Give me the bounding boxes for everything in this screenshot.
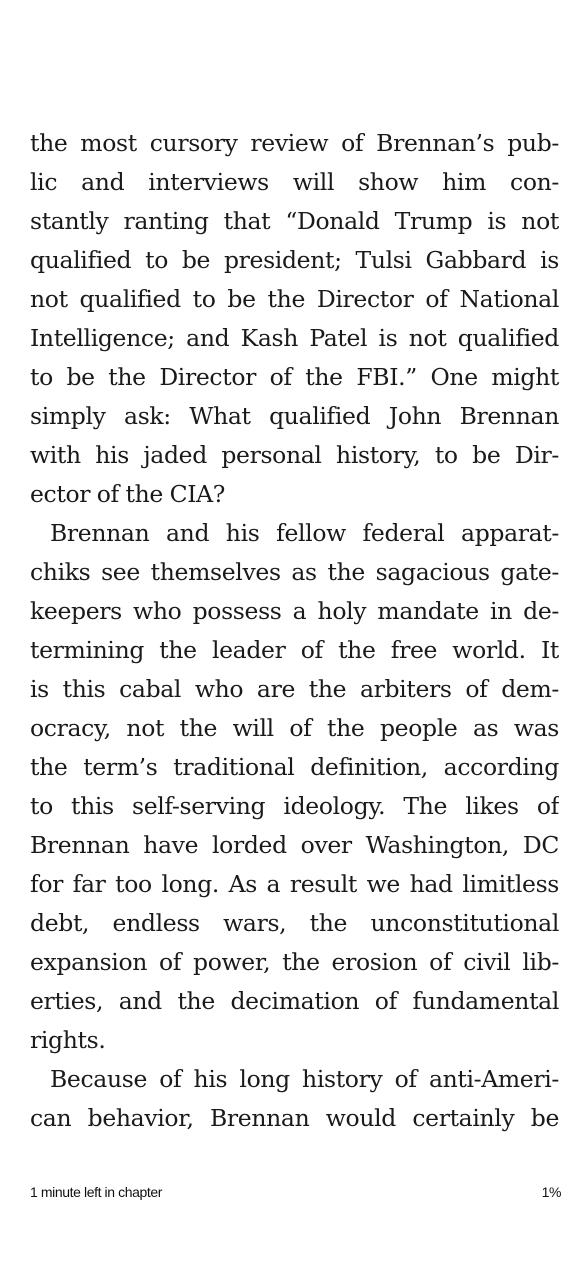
reading-progress-percent: 1%: [541, 1184, 561, 1200]
text-line: Intelligence; and Kash Patel is not qualified: [30, 324, 559, 352]
text-line: lic and interviews will show him con-: [30, 168, 559, 196]
text-line: ocracy, not the will of the people as was: [30, 714, 559, 742]
text-line: for far too long. As a result we had limitless: [30, 870, 559, 898]
text-line: keepers who possess a holy mandate in de-: [30, 597, 559, 625]
text-line: qualified to be president; Tulsi Gabbard is: [30, 246, 559, 274]
text-line: debt, endless wars, the unconstitutional: [30, 909, 559, 937]
text-line: is this cabal who are the arbiters of dem-: [30, 675, 559, 703]
text-line: simply ask: What qualified John Brennan: [30, 402, 559, 430]
text-line: not qualified to be the Director of National: [30, 285, 559, 313]
text-line: stantly ranting that “Donald Trump is not: [30, 207, 559, 235]
reader-footer: [30, 1184, 561, 1202]
text-line: termining the leader of the free world. It: [30, 636, 559, 664]
text-line: the term’s traditional definition, according: [30, 753, 559, 781]
text-line: Brennan and his fellow federal apparat-: [50, 519, 559, 547]
reading-page[interactable]: [30, 124, 559, 1144]
text-line: can behavior, Brennan would certainly be: [30, 1104, 559, 1132]
text-line: Because of his long history of anti-Ameri-: [50, 1065, 559, 1093]
text-line: Brennan have lorded over Washington, DC: [30, 831, 559, 859]
text-line: to this self-serving ideology. The likes of: [30, 792, 559, 820]
text-line: expansion of power, the erosion of civil lib-: [30, 948, 559, 976]
time-left-in-chapter: 1 minute left in chapter: [30, 1184, 163, 1200]
text-line: rights.: [30, 1026, 106, 1054]
text-line: with his jaded personal history, to be Dir-: [30, 441, 559, 469]
text-line: chiks see themselves as the sagacious gate-: [30, 558, 559, 586]
text-line: the most cursory review of Brennan’s pub-: [30, 129, 559, 157]
text-line: erties, and the decimation of fundamental: [30, 987, 559, 1015]
text-line: ector of the CIA?: [30, 480, 226, 508]
text-line: to be the Director of the FBI.” One might: [30, 363, 559, 391]
